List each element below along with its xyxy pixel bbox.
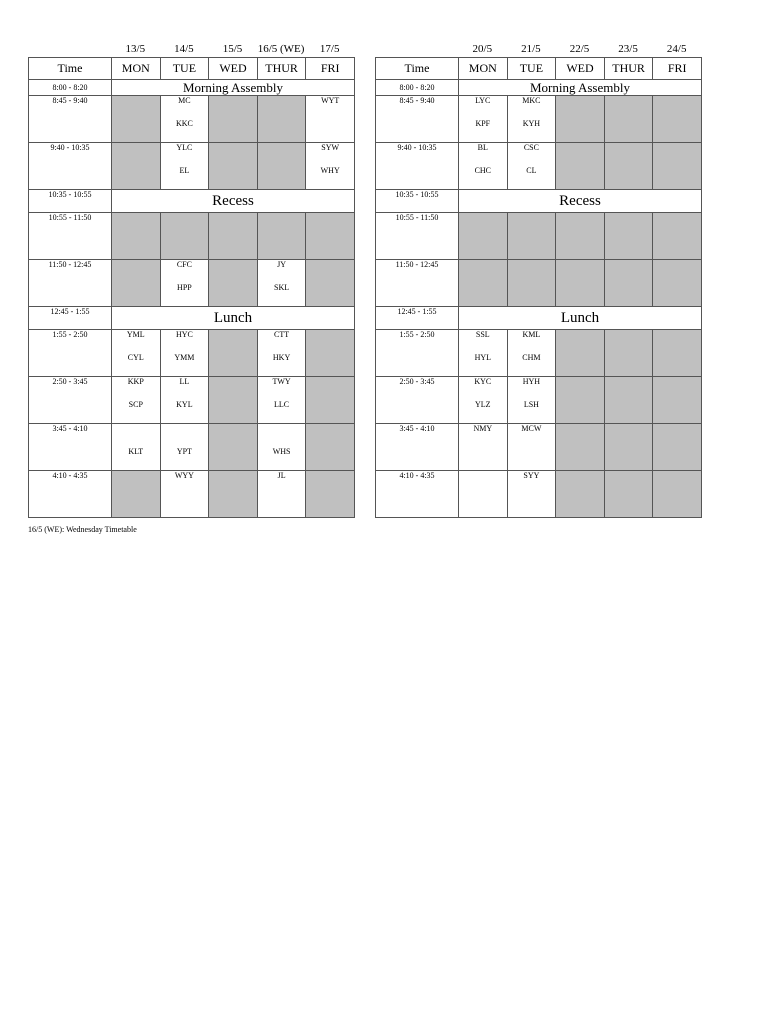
time-slot: 8:45 - 9:40 bbox=[29, 96, 112, 143]
break-label: Lunch bbox=[459, 307, 702, 330]
date-label: 21/5 bbox=[521, 43, 541, 55]
booking-code: MKC bbox=[522, 96, 541, 105]
time-slot: 12:45 - 1:55 bbox=[29, 307, 112, 330]
unavailable-slot bbox=[653, 260, 702, 307]
booking-code: WYY bbox=[174, 471, 194, 480]
booking-code: YPT bbox=[176, 447, 192, 456]
day-header: THUR bbox=[257, 58, 306, 80]
booking-slot bbox=[507, 330, 556, 377]
break-row bbox=[376, 190, 702, 213]
booking-code: CHC bbox=[474, 166, 492, 175]
date-label: 17/5 bbox=[319, 43, 340, 55]
unavailable-slot bbox=[209, 471, 258, 518]
booking-slot bbox=[257, 424, 306, 471]
break-label: Lunch bbox=[112, 307, 355, 330]
time-slot: 8:00 - 8:20 bbox=[29, 80, 112, 96]
period-row bbox=[29, 377, 355, 424]
booking-slot bbox=[160, 260, 209, 307]
booking-slot bbox=[160, 377, 209, 424]
booking-slot bbox=[459, 424, 508, 471]
timetable-grid bbox=[28, 57, 355, 518]
booking-code: NMY bbox=[473, 424, 493, 433]
time-slot: 10:55 - 11:50 bbox=[29, 213, 112, 260]
booking-slot bbox=[507, 96, 556, 143]
booking-code: LL bbox=[179, 377, 190, 386]
break-row bbox=[376, 307, 702, 330]
booking-code: SYW bbox=[321, 143, 340, 152]
unavailable-slot bbox=[306, 330, 355, 377]
day-header: MON bbox=[459, 58, 508, 80]
unavailable-slot bbox=[556, 213, 605, 260]
booking-slot bbox=[507, 377, 556, 424]
booking-code: CL bbox=[526, 166, 537, 175]
booking-code: YML bbox=[126, 330, 145, 339]
unavailable-slot bbox=[160, 213, 209, 260]
header-row bbox=[376, 58, 702, 80]
break-label: Morning Assembly bbox=[459, 80, 702, 96]
booking-slot bbox=[507, 471, 556, 518]
period-row bbox=[376, 143, 702, 190]
booking-code: CTT bbox=[274, 330, 290, 339]
period-row bbox=[29, 143, 355, 190]
unavailable-slot bbox=[556, 143, 605, 190]
booking-code: HYH bbox=[522, 377, 541, 386]
unavailable-slot bbox=[653, 213, 702, 260]
time-slot: 4:10 - 4:35 bbox=[29, 471, 112, 518]
booking-slot bbox=[257, 260, 306, 307]
break-row bbox=[29, 190, 355, 213]
unavailable-slot bbox=[604, 424, 653, 471]
booking-slot bbox=[306, 96, 355, 143]
day-header: THUR bbox=[604, 58, 653, 80]
unavailable-slot bbox=[306, 213, 355, 260]
unavailable-slot bbox=[257, 213, 306, 260]
booking-slot bbox=[459, 143, 508, 190]
unavailable-slot bbox=[653, 96, 702, 143]
unavailable-slot bbox=[459, 260, 508, 307]
day-header: TUE bbox=[160, 58, 209, 80]
unavailable-slot bbox=[604, 471, 653, 518]
timetable-week-2 bbox=[375, 42, 702, 518]
booking-slot bbox=[507, 143, 556, 190]
booking-code: LYC bbox=[475, 96, 491, 105]
unavailable-slot bbox=[556, 96, 605, 143]
timetable-week-1 bbox=[28, 42, 355, 518]
booking-slot bbox=[306, 143, 355, 190]
time-slot: 10:35 - 10:55 bbox=[376, 190, 459, 213]
booking-code: KYC bbox=[474, 377, 492, 386]
booking-code: HYL bbox=[474, 353, 492, 362]
unavailable-slot bbox=[604, 377, 653, 424]
date-label: 13/5 bbox=[125, 43, 146, 55]
booking-slot bbox=[459, 377, 508, 424]
time-slot: 10:35 - 10:55 bbox=[29, 190, 112, 213]
period-row bbox=[29, 213, 355, 260]
booking-code: CYL bbox=[127, 353, 144, 362]
booking-slot bbox=[507, 424, 556, 471]
unavailable-slot bbox=[653, 471, 702, 518]
time-slot: 10:55 - 11:50 bbox=[376, 213, 459, 260]
booking-code: KPF bbox=[475, 119, 491, 128]
booking-code: KKP bbox=[127, 377, 144, 386]
booking-code: LLC bbox=[274, 400, 290, 409]
booking-code: KYL bbox=[176, 400, 193, 409]
booking-slot bbox=[459, 330, 508, 377]
time-slot: 11:50 - 12:45 bbox=[376, 260, 459, 307]
unavailable-slot bbox=[556, 330, 605, 377]
booking-code: EL bbox=[179, 166, 190, 175]
booking-slot bbox=[112, 424, 161, 471]
booking-code: HKY bbox=[272, 353, 291, 362]
booking-code: BL bbox=[477, 143, 488, 152]
day-header: WED bbox=[556, 58, 605, 80]
time-slot: 9:40 - 10:35 bbox=[29, 143, 112, 190]
unavailable-slot bbox=[257, 96, 306, 143]
unavailable-slot bbox=[653, 377, 702, 424]
booking-slot bbox=[459, 471, 508, 518]
date-label: 23/5 bbox=[618, 43, 638, 55]
booking-code: CHM bbox=[522, 353, 541, 362]
unavailable-slot bbox=[112, 213, 161, 260]
booking-slot bbox=[160, 471, 209, 518]
break-row bbox=[376, 80, 702, 96]
date-label: 16/5 (WE) bbox=[257, 43, 305, 55]
period-row bbox=[376, 471, 702, 518]
booking-code: HPP bbox=[177, 283, 192, 292]
time-slot: 8:45 - 9:40 bbox=[376, 96, 459, 143]
booking-code: JY bbox=[277, 260, 287, 269]
time-slot: 9:40 - 10:35 bbox=[376, 143, 459, 190]
unavailable-slot bbox=[257, 143, 306, 190]
unavailable-slot bbox=[306, 471, 355, 518]
period-row bbox=[29, 424, 355, 471]
time-slot: 12:45 - 1:55 bbox=[376, 307, 459, 330]
day-header: TUE bbox=[507, 58, 556, 80]
unavailable-slot bbox=[556, 260, 605, 307]
date-label: 22/5 bbox=[569, 43, 590, 55]
time-slot: 1:55 - 2:50 bbox=[29, 330, 112, 377]
unavailable-slot bbox=[112, 260, 161, 307]
booking-code bbox=[161, 424, 209, 447]
day-header: MON bbox=[112, 58, 161, 80]
time-header: Time bbox=[376, 58, 459, 80]
unavailable-slot bbox=[209, 96, 258, 143]
time-slot: 1:55 - 2:50 bbox=[376, 330, 459, 377]
booking-slot bbox=[160, 424, 209, 471]
booking-slot bbox=[257, 377, 306, 424]
unavailable-slot bbox=[604, 213, 653, 260]
booking-code: HYC bbox=[175, 330, 193, 339]
booking-code bbox=[258, 424, 306, 447]
unavailable-slot bbox=[209, 424, 258, 471]
period-row bbox=[29, 330, 355, 377]
booking-slot bbox=[459, 96, 508, 143]
booking-code: KKC bbox=[175, 119, 193, 128]
time-slot: 2:50 - 3:45 bbox=[29, 377, 112, 424]
booking-slot bbox=[257, 471, 306, 518]
booking-slot bbox=[112, 330, 161, 377]
booking-slot bbox=[112, 377, 161, 424]
booking-code: KLT bbox=[128, 447, 144, 456]
time-slot: 3:45 - 4:10 bbox=[376, 424, 459, 471]
period-row bbox=[29, 96, 355, 143]
date-label: 15/5 bbox=[222, 43, 243, 55]
time-slot: 8:00 - 8:20 bbox=[376, 80, 459, 96]
day-header: WED bbox=[209, 58, 258, 80]
unavailable-slot bbox=[209, 330, 258, 377]
booking-code: CFC bbox=[176, 260, 192, 269]
break-label: Recess bbox=[112, 190, 355, 213]
booking-code: MC bbox=[178, 96, 191, 105]
footnote: 16/5 (WE): Wednesday Timetable bbox=[28, 525, 137, 534]
booking-slot bbox=[160, 96, 209, 143]
booking-code: SSL bbox=[475, 330, 490, 339]
unavailable-slot bbox=[604, 260, 653, 307]
unavailable-slot bbox=[604, 96, 653, 143]
period-row bbox=[376, 377, 702, 424]
period-row bbox=[29, 260, 355, 307]
unavailable-slot bbox=[209, 143, 258, 190]
unavailable-slot bbox=[604, 143, 653, 190]
time-slot: 3:45 - 4:10 bbox=[29, 424, 112, 471]
booking-code: TWY bbox=[272, 377, 291, 386]
booking-code: JL bbox=[277, 471, 286, 480]
header-row bbox=[29, 58, 355, 80]
booking-code: KML bbox=[522, 330, 541, 339]
break-label: Morning Assembly bbox=[112, 80, 355, 96]
break-label: Recess bbox=[459, 190, 702, 213]
booking-slot bbox=[257, 330, 306, 377]
unavailable-slot bbox=[556, 424, 605, 471]
booking-code: SCP bbox=[128, 400, 143, 409]
date-label: 20/5 bbox=[472, 43, 493, 55]
booking-code: WHY bbox=[320, 166, 340, 175]
period-row bbox=[376, 330, 702, 377]
unavailable-slot bbox=[112, 96, 161, 143]
day-header: FRI bbox=[653, 58, 702, 80]
date-label: 24/5 bbox=[666, 43, 687, 55]
day-header: FRI bbox=[306, 58, 355, 80]
break-row bbox=[29, 307, 355, 330]
booking-code: WYT bbox=[321, 96, 340, 105]
booking-code: WHS bbox=[272, 447, 291, 456]
booking-code: YMM bbox=[174, 353, 195, 362]
unavailable-slot bbox=[556, 471, 605, 518]
unavailable-slot bbox=[653, 424, 702, 471]
date-row bbox=[458, 42, 702, 57]
unavailable-slot bbox=[507, 213, 556, 260]
unavailable-slot bbox=[653, 330, 702, 377]
unavailable-slot bbox=[604, 330, 653, 377]
booking-code: MCW bbox=[521, 424, 542, 433]
unavailable-slot bbox=[306, 260, 355, 307]
booking-code: YLC bbox=[176, 143, 193, 152]
booking-code: KYH bbox=[522, 119, 541, 128]
period-row bbox=[376, 424, 702, 471]
unavailable-slot bbox=[459, 213, 508, 260]
timetable-grid bbox=[375, 57, 702, 518]
booking-code: SKL bbox=[274, 283, 290, 292]
unavailable-slot bbox=[507, 260, 556, 307]
unavailable-slot bbox=[209, 377, 258, 424]
booking-code: LSH bbox=[523, 400, 539, 409]
period-row bbox=[376, 96, 702, 143]
break-row bbox=[29, 80, 355, 96]
time-slot: 4:10 - 4:35 bbox=[376, 471, 459, 518]
unavailable-slot bbox=[209, 213, 258, 260]
time-header: Time bbox=[29, 58, 112, 80]
period-row bbox=[29, 471, 355, 518]
unavailable-slot bbox=[112, 143, 161, 190]
unavailable-slot bbox=[306, 377, 355, 424]
period-row bbox=[376, 260, 702, 307]
booking-code: SYY bbox=[523, 471, 540, 480]
booking-code: YLZ bbox=[475, 400, 491, 409]
booking-code: CSC bbox=[523, 143, 539, 152]
unavailable-slot bbox=[653, 143, 702, 190]
unavailable-slot bbox=[556, 377, 605, 424]
unavailable-slot bbox=[306, 424, 355, 471]
date-label: 14/5 bbox=[174, 43, 194, 55]
date-row bbox=[111, 42, 355, 57]
time-slot: 11:50 - 12:45 bbox=[29, 260, 112, 307]
period-row bbox=[376, 213, 702, 260]
time-slot: 2:50 - 3:45 bbox=[376, 377, 459, 424]
booking-slot bbox=[160, 330, 209, 377]
booking-slot bbox=[160, 143, 209, 190]
booking-code bbox=[112, 424, 160, 447]
unavailable-slot bbox=[209, 260, 258, 307]
unavailable-slot bbox=[112, 471, 161, 518]
